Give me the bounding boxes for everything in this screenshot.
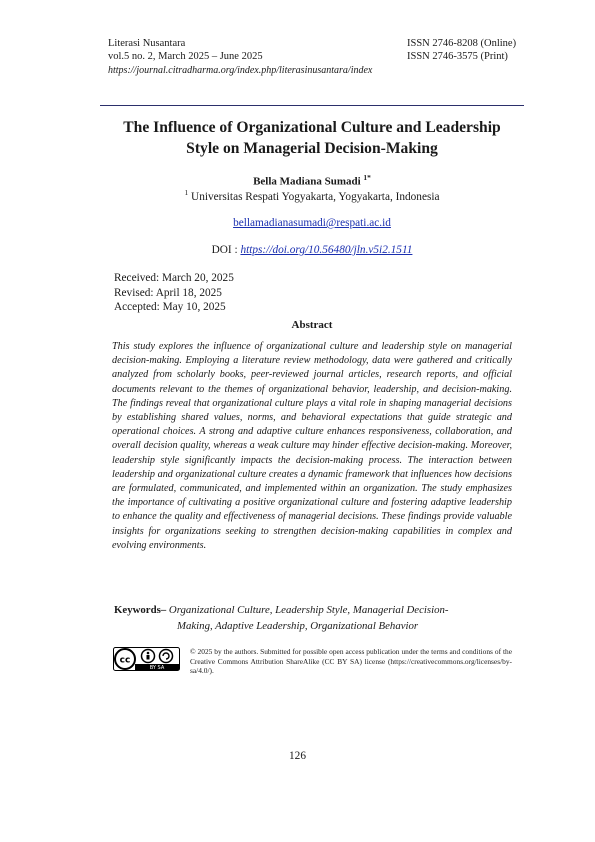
affiliation-number: 1: [184, 188, 189, 197]
journal-name: Literasi Nusantara: [108, 38, 186, 49]
keywords-label: Keywords–: [114, 604, 167, 616]
cc-by-sa-badge[interactable]: [113, 647, 180, 671]
affiliation-line: [100, 188, 524, 203]
running-header-right: [407, 37, 516, 64]
revised-date: Revised: April 18, 2025: [114, 286, 222, 299]
running-header-left: [108, 37, 372, 77]
header-rule: [100, 105, 524, 106]
author-marker: 1*: [363, 173, 371, 182]
keywords-line-2: Making, Adaptive Leadership, Organizational Behavior: [177, 620, 419, 632]
issn-print: ISSN 2746-3575 (Print): [407, 51, 508, 63]
journal-url[interactable]: https://journal.citradharma.org/index.php/literasinusantara/index: [108, 64, 373, 76]
abstract-text: This study explores the influence of organizational culture and leadership style on managerial decision-making. Employing a literature review methodology, data were gathered and critically analyzed from scholarly books, peer-reviewed journal articles, research reports, and official documents relevant to the themes of organizational behavior, leadership, and decision-making. The findings reveal that organizational culture plays a vital role in shaping managerial decisions by establishing shared values, norms, and behavioral expectations that guide strategic and operational choices. A strong and adaptive culture enhances responsiveness, collaboration, and overall decision quality, whereas a weak culture may hinder effective decision-making. Moreover, leadership style significantly impacts the decision-making process. The interaction between leadership and organizational culture creates a dynamic framework that influences how decisions are formulated, communicated, and implemented within an organization. The study emphasizes the importance of cultivating a positive organizational culture and fostering adaptive leadership to enhance the quality and effectiveness of managerial decisions. These findings provide valuable insights for organizations seeking to strengthen decision-making capabilities in complex and evolving environments.: [112, 341, 512, 551]
affiliation: Universitas Respati Yogyakarta, Yogyakarta, Indonesia: [191, 190, 440, 203]
license-text: © 2025 by the authors. Submitted for possible open access publication under the terms and conditions of the Creative Commons Attribution ShareAlike (CC BY SA) license (https://creativecommons.org/licenses/by-sa/4.0/).: [190, 647, 512, 676]
paper-title-line-1: The Influence of Organizational Culture and Leadership: [123, 119, 501, 136]
received-date: Received: March 20, 2025: [114, 272, 234, 284]
doi-label: DOI :: [211, 244, 238, 256]
publication-dates: [114, 271, 234, 315]
author-line: [100, 173, 524, 188]
issn-online: ISSN 2746-8208 (Online): [407, 38, 517, 49]
journal-volume: vol.5 no. 2, March 2025 – June 2025: [108, 51, 263, 63]
doi-link[interactable]: https://doi.org/10.56480/jln.v5i2.1511: [240, 244, 413, 256]
page-number: 126: [289, 750, 306, 762]
share-alike-icon: [160, 650, 173, 663]
abstract-heading: Abstract: [291, 319, 333, 331]
author-name: Bella Madiana Sumadi: [253, 175, 361, 188]
paper-title: [100, 117, 524, 159]
accepted-date: Accepted: May 10, 2025: [114, 301, 226, 313]
keywords-line-1: Organizational Culture, Leadership Style, Managerial Decision-: [168, 604, 449, 616]
email-line: [100, 217, 524, 229]
author-email-link[interactable]: bellamadianasumadi@respati.ac.id: [233, 217, 391, 229]
paper-title-line-2: Style on Managerial Decision-Making: [186, 140, 438, 157]
svg-text:cc: cc: [119, 655, 131, 666]
cc-badge-label: BY SA: [149, 665, 165, 671]
keywords-block: [114, 602, 514, 634]
doi-line: [100, 244, 524, 256]
